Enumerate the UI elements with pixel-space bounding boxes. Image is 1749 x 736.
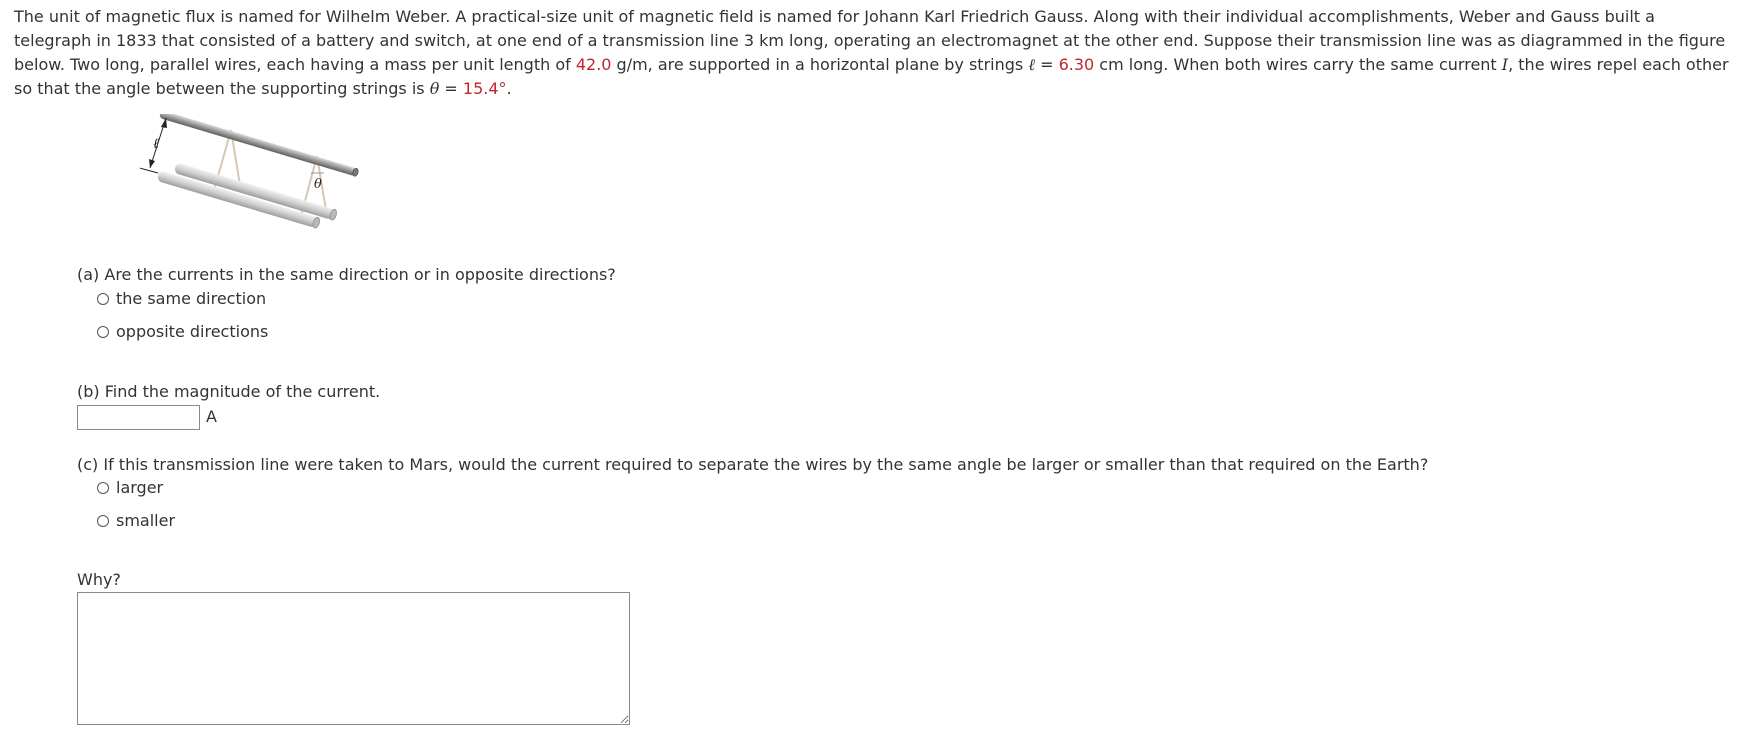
intro-text-1: The unit of magnetic flux is named for Wilhelm Weber. A practical-size unit of magnetic field is named for Johann Karl Friedrich Gauss. Along with their individual accomplishments, Weber and Gauss built a telegraph in 1833 that consisted of a battery and switch, at one end of a transmission line 3 km long, operating an electromagnet at the other end. Suppose their transmission line was as diagrammed in the figure below. Two long, parallel wires, each having a mass per unit length of	[14, 7, 1726, 74]
string-length-value: 6.30	[1058, 55, 1095, 74]
part-b-question: (b) Find the magnitude of the current.	[77, 382, 381, 401]
length-dimension-tick	[140, 166, 158, 173]
option-smaller[interactable]	[97, 510, 175, 532]
intro-text-3: cm long. When both wires carry the same current	[1094, 55, 1502, 74]
theta-symbol: θ	[429, 79, 440, 98]
ell-label: ℓ	[153, 136, 159, 152]
option-larger-label: larger	[116, 478, 164, 497]
length-arrow-top	[161, 118, 167, 128]
option-same-direction-label: the same direction	[116, 289, 267, 308]
option-same-direction[interactable]	[97, 288, 266, 310]
ell-symbol: ℓ	[1028, 55, 1035, 74]
mass-per-length-value: 42.0	[575, 55, 612, 74]
current-unit-label: A	[206, 407, 217, 426]
angle-value: 15.4°	[462, 79, 507, 98]
equals-2: =	[439, 79, 463, 98]
radio-larger[interactable]	[97, 482, 109, 494]
length-arrow-bottom	[149, 159, 155, 168]
theta-label: θ	[314, 177, 322, 192]
part-a-question: (a) Are the currents in the same direction or in opposite directions?	[77, 265, 616, 284]
radio-opposite-directions[interactable]	[97, 326, 109, 338]
option-smaller-label: smaller	[116, 511, 176, 530]
radio-same-direction[interactable]	[97, 293, 109, 305]
why-label: Why?	[77, 570, 121, 589]
current-symbol: I	[1501, 55, 1509, 74]
radio-smaller[interactable]	[97, 515, 109, 527]
option-larger[interactable]	[97, 477, 163, 499]
part-c-question: (c) If this transmission line were taken to Mars, would the current required to separate the wires by the same angle be larger or smaller than that required on the Earth?	[77, 455, 1429, 474]
equals-1: =	[1034, 55, 1059, 74]
parallel-wires-figure	[140, 114, 410, 254]
problem-statement	[14, 5, 1736, 101]
intro-text-4: , the wires repel each other so that the angle between the supporting strings is	[14, 55, 1729, 98]
option-opposite-directions-label: opposite directions	[116, 322, 269, 341]
why-textarea[interactable]	[77, 592, 630, 725]
intro-text-2: g/m, are supported in a horizontal plane by strings	[611, 55, 1029, 74]
current-magnitude-input[interactable]	[77, 405, 200, 430]
option-opposite-directions[interactable]	[97, 321, 268, 343]
intro-text-5: .	[506, 79, 512, 98]
